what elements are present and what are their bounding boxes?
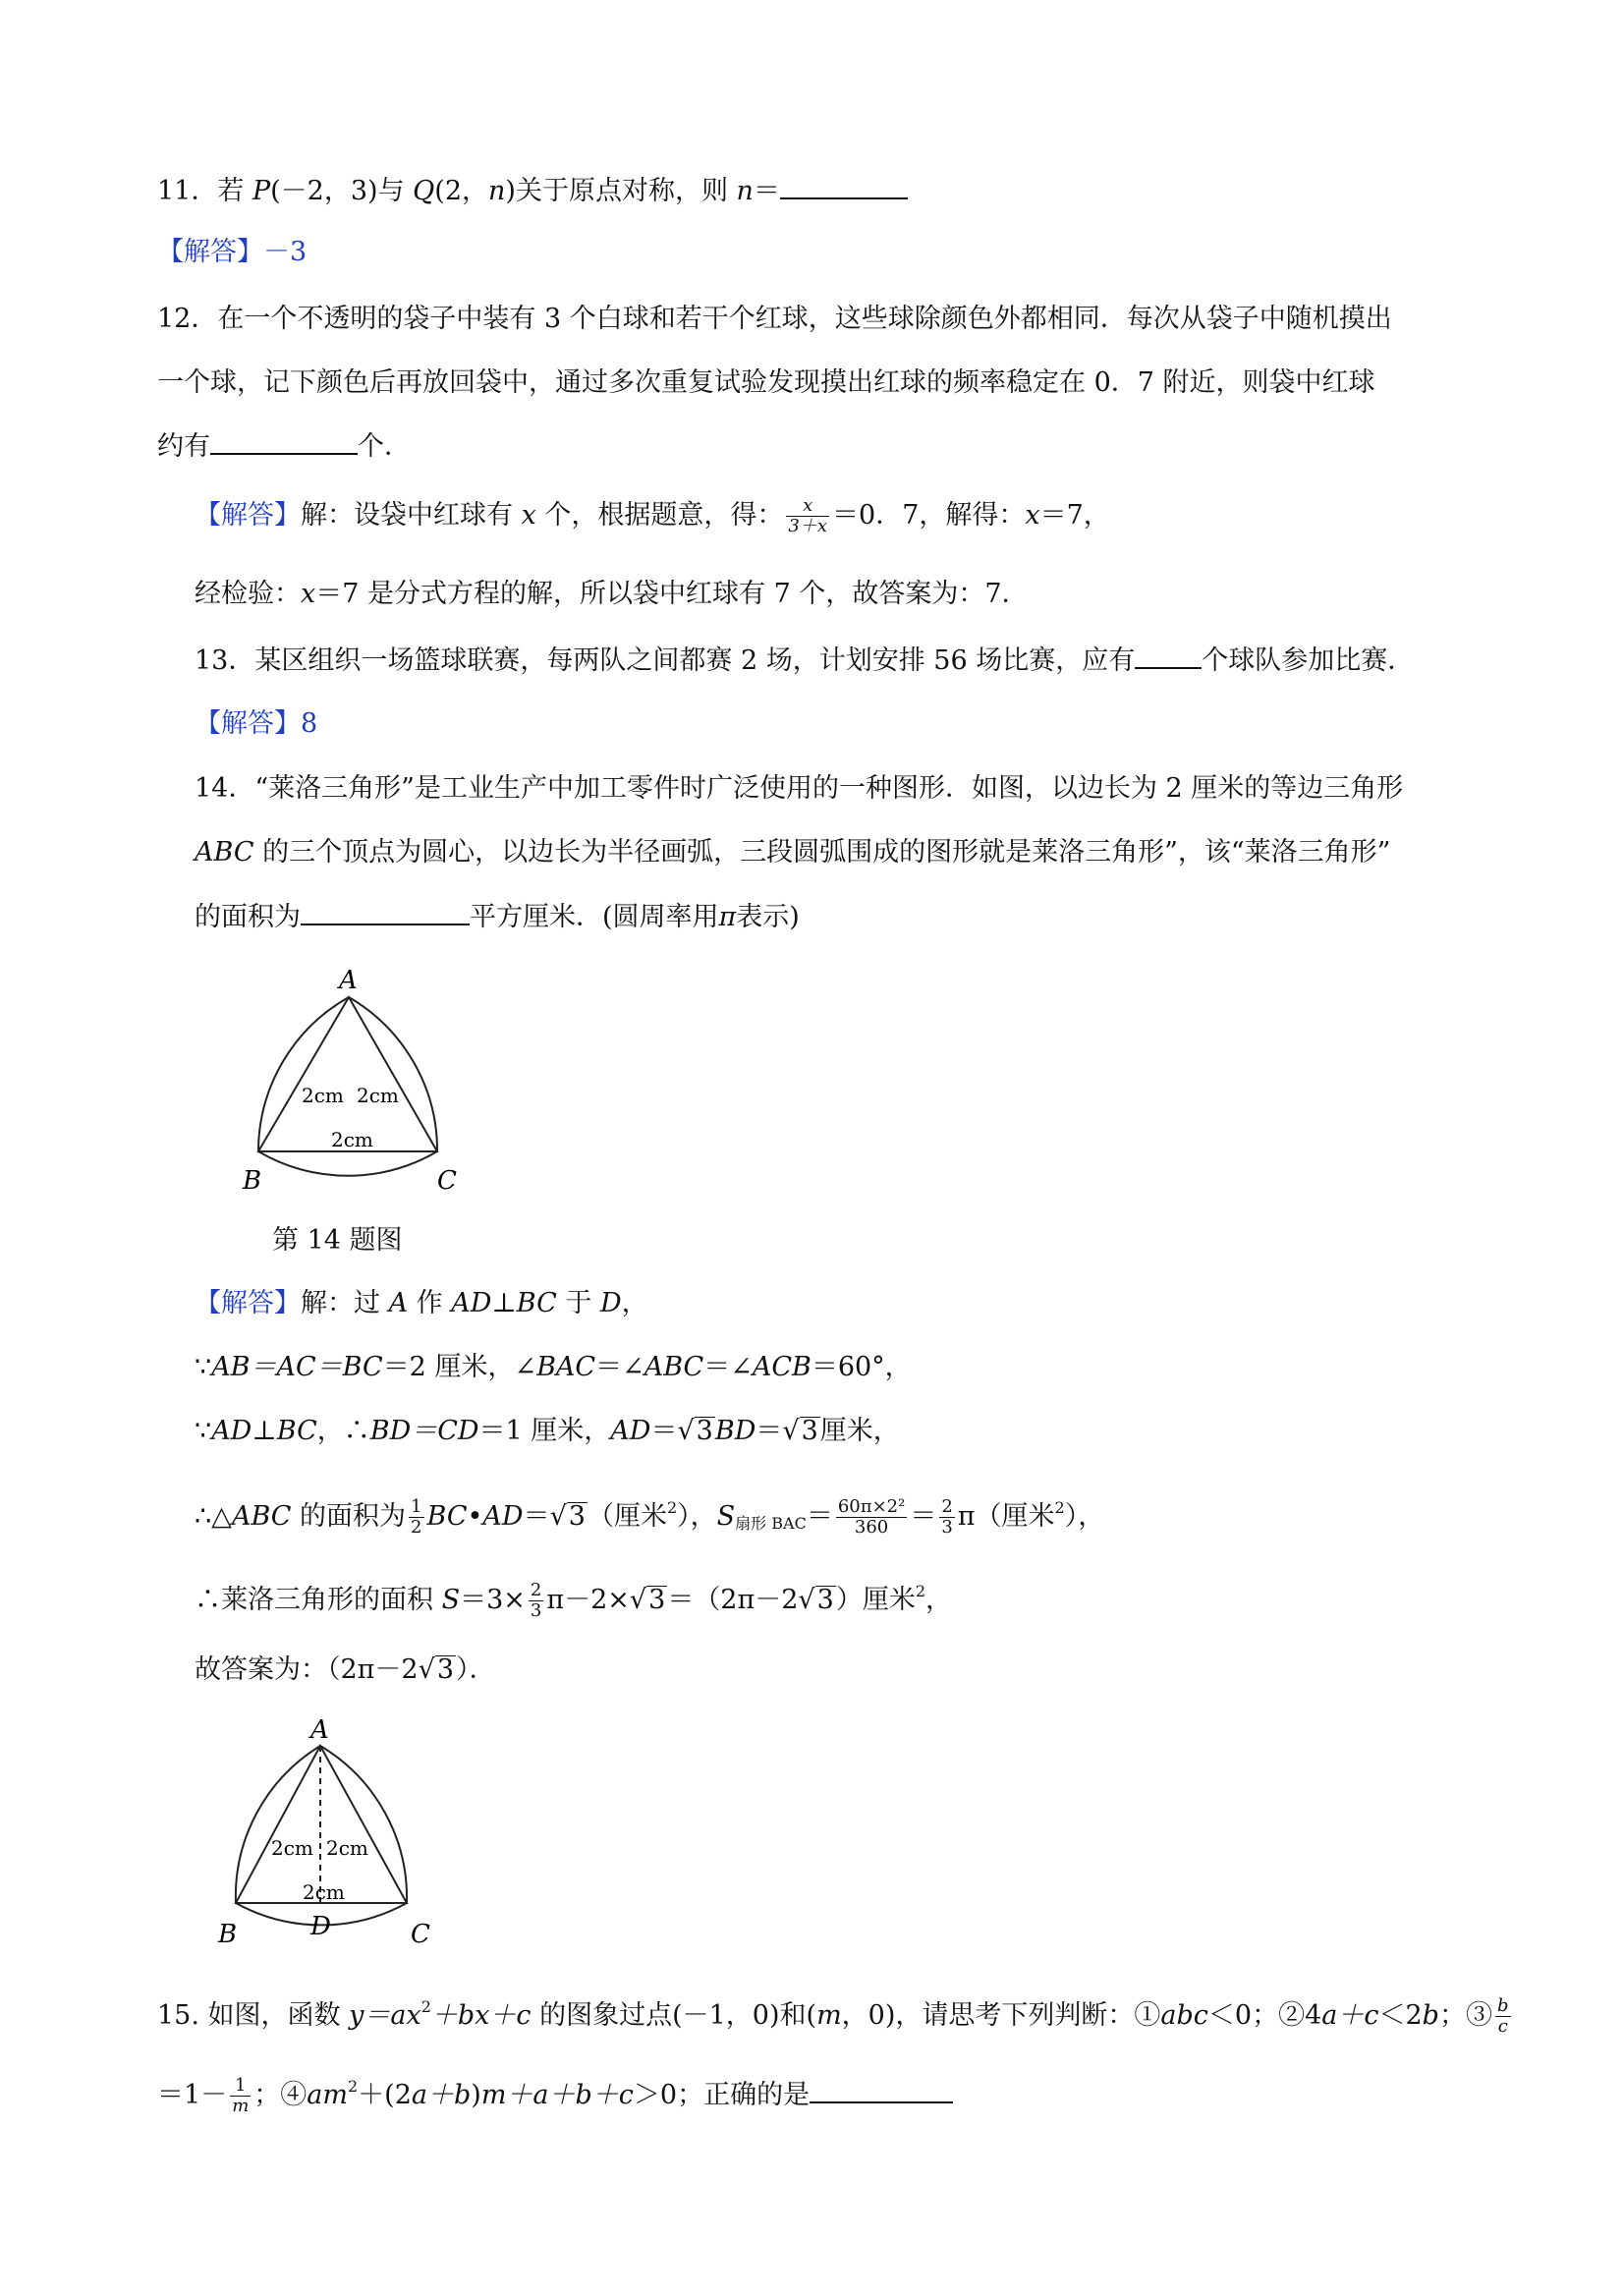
fraction: $\frac{2}{3}$ bbox=[530, 1580, 542, 1621]
vertex-label-b: B bbox=[243, 1166, 262, 1196]
sqrt-sign: √ bbox=[798, 1585, 815, 1615]
q13-answer: 【解答】8 bbox=[195, 708, 318, 739]
q13-stem: 13．某区组织一场篮球联赛，每两队之间都赛 2 场，计划安排 56 场比赛，应有 个球队参加比赛． bbox=[195, 640, 1414, 681]
side-label: 2cm bbox=[271, 1836, 313, 1860]
q15-line-1: 15. 如图，函数 $y=ax^2+bx+c$ 的图象过点(－1，0)和(m，0)，请思考下列判断：①abc＜0；②4a＋c＜2b；③ $\frac{b}{c}$ bbox=[157, 1995, 1509, 2037]
q12-line-3: 约有 个． bbox=[157, 425, 411, 467]
fraction: $\frac{1}{2}$ bbox=[411, 1496, 422, 1538]
vertex-label-c: C bbox=[437, 1166, 457, 1196]
vertex-label-a: A bbox=[310, 1715, 329, 1745]
vertex-label-d: D bbox=[310, 1912, 331, 1941]
q14-sol-1: 【解答】解：过 A 作 AD⊥BC 于 D， bbox=[195, 1288, 648, 1318]
fraction: $\frac{x}{3+x}$ bbox=[788, 495, 828, 536]
q15-line-2: ＝1－ $\frac{1}{m}$ ；$④am^2+(2a+b)m+a+b+c>0$；正确的是 bbox=[157, 2067, 953, 2116]
q14-sol-5: ∴莱洛三角形的面积 S＝3× $\frac{2}{3}$ π－2×√3＝（2π－2√3）厘米$^2$， bbox=[195, 1580, 953, 1621]
fraction: $\frac{1}{m}$ bbox=[232, 2075, 250, 2116]
vertex-label-a: A bbox=[339, 966, 358, 995]
answer-blank bbox=[780, 170, 908, 199]
q12-solution: 【解答】解：设袋中红球有 x 个，根据题意，得： $\frac{x}{3+x}$ ＝0．7，解得：x＝7， bbox=[195, 495, 1110, 536]
q14-sol-3: ∵AD⊥BC，∴BD＝CD＝1 厘米，AD＝√3BD＝√3厘米， bbox=[195, 1416, 900, 1446]
sqrt-sign: √ bbox=[549, 1501, 567, 1532]
answer-blank bbox=[301, 896, 470, 925]
sqrt-sign: √ bbox=[677, 1416, 695, 1446]
answer-blank bbox=[210, 425, 358, 455]
side-label: 2cm bbox=[303, 1880, 345, 1904]
side-label: 2cm bbox=[357, 1084, 399, 1107]
sqrt-sign: √ bbox=[782, 1416, 800, 1446]
answer-blank bbox=[1135, 640, 1202, 669]
q11-answer: 【解答】－3 bbox=[157, 237, 308, 267]
q14-sol-4: ∴△ABC 的面积为 $\frac{1}{2}$ BC•AD＝√3（厘米$^2$），$S_{扇形 BAC}=$ $\frac{\text{60π×2²}}{360}$ ＝ $\frac{2}{3}$ π（厘米$^2$）， bbox=[195, 1496, 1105, 1538]
fraction: $\frac{2}{3}$ bbox=[941, 1496, 953, 1538]
vertex-label-c: C bbox=[411, 1920, 430, 1949]
sqrt-sign: √ bbox=[629, 1585, 647, 1615]
vertex-label-b: B bbox=[218, 1920, 238, 1949]
figure-caption: 第 14 题图 bbox=[272, 1225, 403, 1256]
reuleaux-figure-with-altitude bbox=[214, 1714, 470, 1950]
q12-line-1: 12．在一个不透明的袋子中装有 3 个白球和若干个红球，这些球除颜色外都相同．每次从袋子中随机摸出 bbox=[157, 304, 1392, 334]
fraction: $\frac{\text{60π×2²}}{360}$ bbox=[837, 1496, 906, 1538]
q12-line-2: 一个球，记下颜色后再放回袋中，通过多次重复试验发现摸出红球的频率稳定在 0．7 附近，则袋中红球 bbox=[157, 367, 1375, 398]
q14-line-3: 的面积为 平方厘米．(圆周率用π表示) bbox=[195, 896, 800, 937]
side-label: 2cm bbox=[326, 1836, 368, 1860]
q14-line-1: 14．“莱洛三角形”是工业生产中加工零件时广泛使用的一种图形．如图，以边长为 2 厘米的等边三角形 bbox=[195, 773, 1404, 804]
q11-stem: 11．若 P(－2，3)与 Q(2，n)关于原点对称，则 n＝ bbox=[157, 170, 908, 211]
side-label: 2cm bbox=[302, 1084, 344, 1107]
q14-sol-6: 故答案为：（2π－2√3）． bbox=[195, 1654, 496, 1685]
sqrt-sign: √ bbox=[418, 1654, 435, 1685]
side-label: 2cm bbox=[331, 1128, 373, 1151]
reuleaux-figure bbox=[241, 963, 496, 1199]
q12-check: 经检验：x＝7 是分式方程的解，所以袋中红球有 7 个，故答案为：7． bbox=[195, 579, 1029, 609]
answer-blank bbox=[810, 2074, 953, 2103]
q14-line-2: ABC 的三个顶点为圆心，以边长为半径画弧，三段圆弧围成的图形就是莱洛三角形”，该“莱洛三角形” bbox=[195, 837, 1391, 868]
fraction: $\frac{b}{c}$ bbox=[1496, 1995, 1509, 2037]
q14-sol-2: ∵AB＝AC＝BC＝2 厘米，∠BAC＝∠ABC＝∠ACB＝60°， bbox=[195, 1352, 912, 1382]
